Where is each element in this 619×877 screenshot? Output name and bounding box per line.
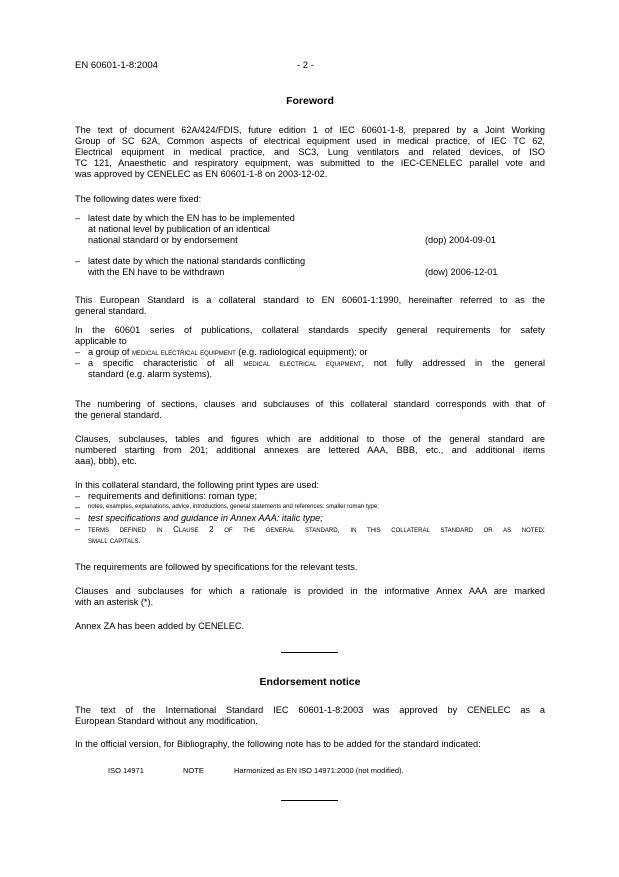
separator-rule bbox=[281, 800, 338, 801]
annex-za-paragraph: Annex ZA has been added by CENELEC. bbox=[75, 621, 245, 631]
list-item: – a group of medical electrical equipment (e.g. radiological equipment); or bbox=[75, 347, 368, 357]
series-list bbox=[75, 347, 545, 380]
foreword-title: Foreword bbox=[286, 95, 334, 107]
date-item-dow: – latest date by which the national standards conflicting with the EN have to be withdrawn (dow) 2006-12-01 bbox=[75, 256, 498, 277]
print-types-intro: In this collateral standard, the following print types are used: bbox=[75, 480, 320, 490]
print-types-list bbox=[75, 491, 545, 546]
rationale-paragraph: Clauses and subclauses for which a rationale is provided in the informative Annex AAA are marked with an asterisk (*). bbox=[75, 586, 545, 607]
collateral-paragraph: This European Standard is a collateral standard to EN 60601-1:1990, hereinafter referred to as the general standard. bbox=[75, 295, 545, 316]
list-item: – terms defined in Clause 2 of the general standard, in this collateral standard or as noted: small capitals. bbox=[75, 524, 545, 545]
note-label: NOTE bbox=[183, 766, 204, 775]
separator-rule bbox=[281, 652, 338, 653]
endorsement-title: Endorsement notice bbox=[259, 676, 361, 688]
date-dow: (dow) 2006-12-01 bbox=[425, 267, 498, 277]
numbering-paragraph: The numbering of sections, clauses and subclauses of this collateral standard corresponds with that of the general standard. bbox=[75, 399, 545, 420]
note-standard: ISO 14971 bbox=[108, 766, 144, 775]
date-item-dop: – latest date by which the EN has to be implemented at national level by publication of an identical national standard or by endorsement (dop) 2004-09-01 bbox=[75, 213, 496, 245]
clauses-paragraph: Clauses, subclauses, tables and figures which are additional to those of the general standard are numbered starting from 201; additional annexes are lettered AAA, BBB, etc., and additional items aaa), bbb), etc. bbox=[75, 434, 545, 466]
note-text: Harmonized as EN ISO 14971:2000 (not modified). bbox=[234, 766, 404, 775]
dates-intro: The following dates were fixed: bbox=[75, 194, 202, 204]
list-item: – test specifications and guidance in Annex AAA: italic type; bbox=[75, 513, 323, 523]
list-item: – a specific characteristic of all medical electrical equipment, not fully addressed in the general standard (e.g. alarm systems). bbox=[75, 358, 546, 379]
page-number: - 2 - bbox=[297, 60, 314, 71]
date-dop: (dop) 2004-09-01 bbox=[425, 235, 496, 245]
endorsement-paragraph-1: The text of the International Standard IEC 60601-1-8:2003 was approved by CENELEC as a European Standard without any modification. bbox=[75, 705, 545, 726]
series-intro: In the 60601 series of publications, collateral standards specify general requirements for safety applicable to bbox=[75, 325, 545, 346]
endorsement-paragraph-2: In the official version, for Bibliography, the following note has to be added for the standard indicated: bbox=[75, 739, 481, 749]
list-item: – notes, examples, explanations, advice, introductions, general statements and references: smaller roman type; bbox=[75, 502, 379, 512]
document-id: EN 60601-1-8:2004 bbox=[75, 60, 158, 71]
requirements-paragraph: The requirements are followed by specifications for the relevant tests. bbox=[75, 562, 358, 572]
list-item: – requirements and definitions: roman type; bbox=[75, 491, 258, 501]
foreword-paragraph-1: The text of document 62A/424/FDIS, future edition 1 of IEC 60601-1-8, prepared by a Joint Working Group of SC 62A, Common aspects of electrical equipment used in medical practice, of IEC TC 62, Electrical equipment in medical practice, and SC3, Lung ventilators and related devices, of ISO TC 121, Anaesthetic and respiratory equipment, was submitted to the IEC-CENELEC parallel vote and was approved by CENELEC as EN 60601-1-8 on 2003-12-02. bbox=[75, 125, 545, 179]
